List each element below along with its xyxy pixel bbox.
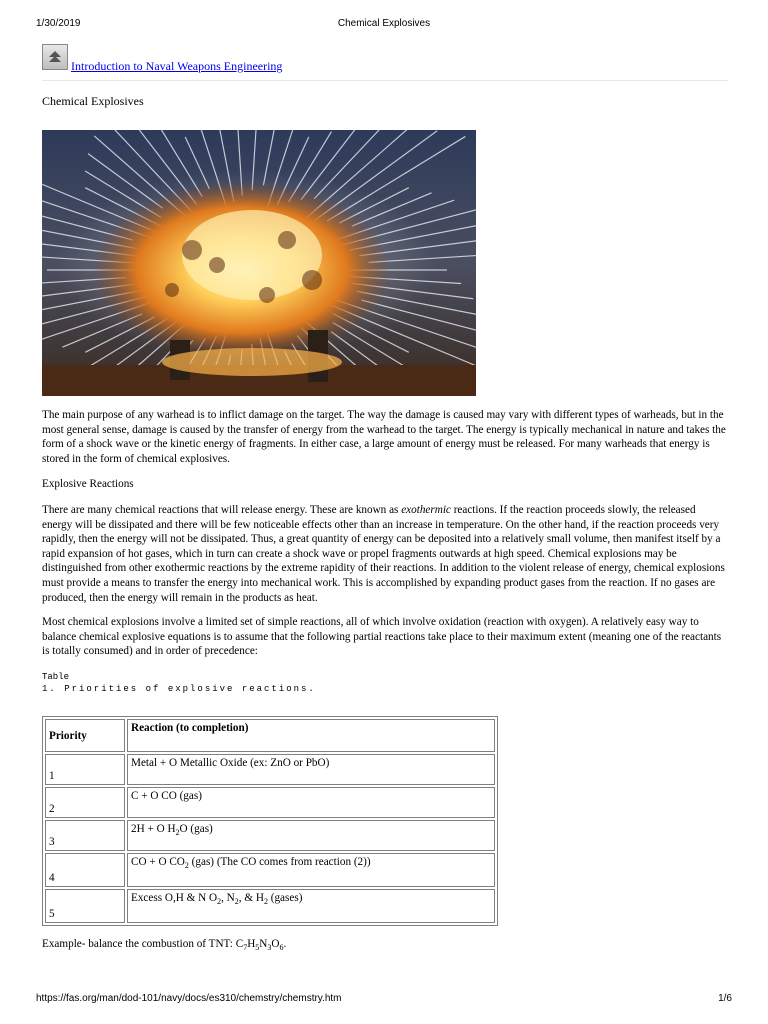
nav-link-intro[interactable]: Introduction to Naval Weapons Engineering [71, 59, 283, 73]
table-row [45, 853, 495, 887]
reaction-cell: Excess O,H & N $O_2$, $N_2$, & $H_2$ (gases) [127, 889, 495, 923]
table-row [45, 820, 495, 851]
print-title: Chemical Explosives [337, 18, 431, 29]
emphasis-exothermic: exothermic [401, 504, 451, 516]
table-header-row [45, 719, 495, 752]
priority-cell: 1 [45, 754, 125, 785]
priority-table [42, 716, 498, 926]
reaction-cell: Metal + O Metallic Oxide (ex: ZnO or PbO) [127, 754, 495, 785]
example-line: Example- balance the combustion of TNT: $C_7H_5N_3O_6$. [42, 938, 287, 953]
table-row [45, 787, 495, 818]
table-label-word: Table [42, 672, 70, 682]
table-label-caption: 1. Priorities of explosive reactions. [42, 684, 316, 694]
table-caption [42, 671, 316, 695]
tnt-formula: $C_7H_5N_3O_6$. [235, 938, 287, 953]
up-arrow-icon[interactable] [42, 44, 68, 70]
nav-row [42, 42, 728, 80]
priority-cell: 3 [45, 820, 125, 851]
page-title: Chemical Explosives [42, 94, 144, 108]
explosion-photo [42, 130, 476, 396]
intro-paragraph: The main purpose of any warhead is to inflict damage on the target. The way the damage is caused may vary with different types of warheads, but in the most general sense, damage is caused by the transfer of energy from the warhead to the target. The energy is typically mechanical in nature and takes the form of a shock wave or the kinetic energy of fragments. In either case, a large amount of energy must be released. For many warheads that energy is stored in the form of chemical explosives. [42, 409, 726, 465]
section-heading: Explosive Reactions [42, 478, 134, 490]
oxidation-paragraph: Most chemical explosions involve a limited set of simple reactions, all of which involve oxidation (reaction with oxygen). A relatively easy way to balance chemical explosive equations is to assume that the following partial reactions take place to their maximum extent (meaning one of the reactants is totally consumed) and in order of precedence: [42, 616, 722, 658]
reactions-paragraph: There are many chemical reactions that will release energy. These are known as exothermic reactions. If the reaction proceeds slowly, the released energy will be dissipated and there will be few noticeable effects other than an increase in temperature. On the other hand, if the reaction proceeds very rapidly, then the energy will not be dissipated. Thus, a great quantity of energy can be deposited into a relatively small volume, then manifest itself by a rapid expansion of hot gases, which in turn can create a shock wave or propel fragments outwards at high speed. Chemical explosions may be distinguished from other exothermic reactions by the extreme rapidity of their reactions. In addition to the violent release of energy, chemical explosions must provide a means to transfer the energy into mechanical work. This is accomplished by expanding product gases from the reaction. If no gases are produced, then the energy will remain in the products as heat. [42, 504, 725, 604]
print-url: https://fas.org/man/dod-101/navy/docs/es310/chemstry/chemstry.htm [36, 993, 342, 1004]
priority-cell: 5 [45, 889, 125, 923]
priority-cell: 2 [45, 787, 125, 818]
divider [42, 80, 728, 81]
reaction-cell: 2H + O $H_2O$ (gas) [127, 820, 495, 851]
header-reaction: Reaction (to completion) [127, 719, 495, 752]
print-header [0, 18, 768, 32]
print-footer [0, 993, 768, 1007]
print-date: 1/30/2019 [36, 18, 81, 29]
priority-cell: 4 [45, 853, 125, 887]
page-content [42, 42, 728, 953]
table-row [45, 754, 495, 785]
table-row [45, 889, 495, 923]
header-priority: Priority [45, 719, 125, 752]
reaction-cell: CO + O $CO_2$ (gas) (The CO comes from reaction (2)) [127, 853, 495, 887]
reaction-cell: C + O CO (gas) [127, 787, 495, 818]
page-number: 1/6 [718, 993, 732, 1004]
